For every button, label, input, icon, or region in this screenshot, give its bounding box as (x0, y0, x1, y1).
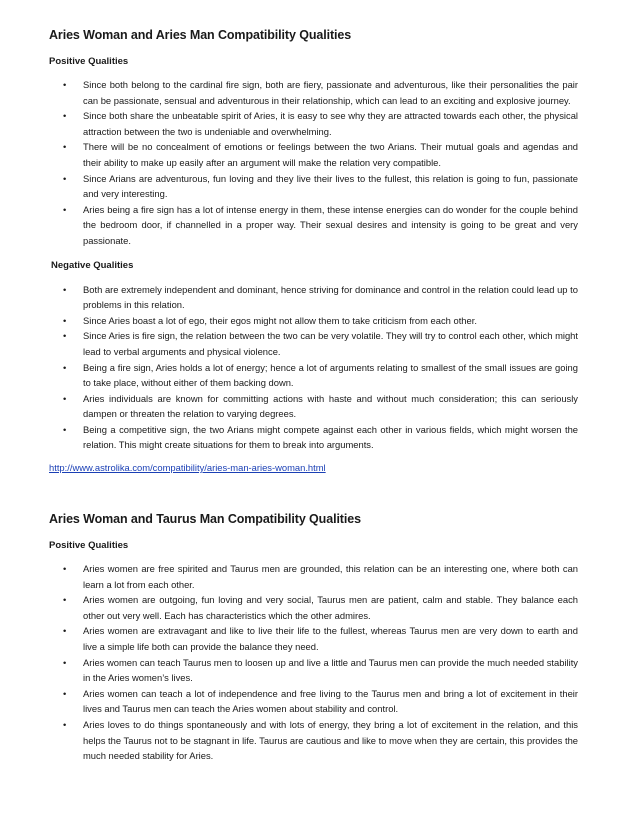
list-item (49, 360, 578, 391)
negative-qualities-list (49, 282, 578, 454)
list-item (49, 391, 578, 422)
list-item (49, 139, 578, 170)
list-item-text: Aries women can teach Taurus men to loosen up and live a little and Taurus men can provide the much needed stability in the Aries women’s lives. (83, 656, 578, 684)
section-title-aries-aries: Aries Woman and Aries Man Compatibility Qualities (49, 28, 352, 42)
list-item-text: Aries women are outgoing, fun loving and very social, Taurus men are patient, calm and stable. They balance each other out very well. Each has characteristics which the other admires. (83, 594, 578, 621)
list-item (49, 282, 578, 313)
bullet-icon: • (63, 656, 67, 668)
bullet-icon: • (63, 330, 67, 342)
positive-qualities-list (49, 561, 578, 764)
list-item-text: There will be no concealment of emotions or feelings between the two Arians. Their mutual goals and agendas and their ability to make up easily after an argument will make the relation very compatible. (83, 141, 578, 168)
list-item (49, 108, 578, 139)
bullet-icon: • (63, 594, 67, 606)
list-item (49, 328, 578, 359)
bullet-icon: • (63, 687, 67, 699)
list-item (49, 717, 578, 764)
list-item (49, 171, 578, 202)
negative-qualities-heading: Negative Qualities (51, 259, 134, 271)
section-title-aries-taurus: Aries Woman and Taurus Man Compatibility Qualities (49, 512, 361, 527)
bullet-icon: • (63, 79, 67, 90)
bullet-icon: • (63, 361, 67, 373)
bullet-icon: • (63, 423, 67, 435)
positive-qualities-heading: Positive Qualities (49, 56, 129, 67)
source-link[interactable]: http://www.astrolika.com/compatibility/aries-man-aries-woman.html (49, 462, 326, 474)
list-item (49, 77, 578, 108)
list-item-text: Since Arians are adventurous, fun loving and they live their lives to the fullest, this relation is going to fun, passionate and very interesting. (83, 172, 578, 200)
list-item-text: Aries individuals are known for committing actions with haste and without much consideration; this can seriously dampen or threaten the relation to varying degrees. (83, 392, 578, 420)
list-item (49, 202, 578, 249)
list-item-text: Since both belong to the cardinal fire sign, both are fiery, passionate and adventurous, like their personalities the pair can be passionate, sensual and adventurous in their relationship, which can lead to an exciting and explosive journey. (83, 79, 578, 106)
list-item (49, 561, 578, 592)
bullet-icon: • (63, 314, 67, 326)
positive-qualities-heading: Positive Qualities (49, 540, 129, 552)
bullet-icon: • (63, 625, 67, 637)
list-item-text: Being a competitive sign, the two Arians might compete against each other in various fields, which might worsen the relation. This might create situations for them to break into arguments. (83, 423, 578, 451)
list-item-text: Aries being a fire sign has a lot of intense energy in them, these intense energies can do wonder for the couple behind the bedroom door, if channelled in a proper way. Their sexual desires and intensity is going to be great and very passionate. (83, 203, 578, 246)
bullet-icon: • (63, 172, 67, 184)
list-item-text: Since Aries is fire sign, the relation between the two can be very volatile. They will try to control each other, which might lead to verbal arguments and physical violence. (83, 330, 578, 357)
list-item-text: Aries women can teach a lot of independence and free living to the Taurus men and bring a lot of excitement in their lives and Taurus men can teach the Aries women about stability and control. (83, 687, 578, 715)
bullet-icon: • (63, 719, 67, 730)
list-item (49, 422, 578, 453)
list-item-text: Aries women are extravagant and like to live their life to the fullest, whereas Taurus men are very down to earth and live a simple life both can provide the balance they need. (83, 625, 578, 653)
positive-qualities-list (49, 77, 578, 249)
list-item (49, 655, 578, 686)
list-item (49, 686, 578, 717)
list-item (49, 623, 578, 654)
list-item-text: Being a fire sign, Aries holds a lot of energy; hence a lot of arguments relating to smallest of the small issues are going to take place, without either of them backing down. (83, 361, 578, 389)
bullet-icon: • (63, 283, 67, 295)
list-item-text: Since both share the unbeatable spirit of Aries, it is easy to see why they are attracted towards each other, the physical attraction between the two is undeniable and overwhelming. (83, 110, 578, 137)
bullet-icon: • (63, 203, 67, 215)
bullet-icon: • (63, 563, 67, 575)
bullet-icon: • (63, 392, 67, 404)
list-item (49, 592, 578, 623)
bullet-icon: • (63, 141, 67, 153)
list-item (49, 313, 578, 329)
list-item-text: Both are extremely independent and dominant, hence striving for dominance and control in the relation could lead up to problems in this relation. (83, 283, 578, 311)
bullet-icon: • (63, 110, 67, 122)
list-item-text: Aries women are free spirited and Taurus men are grounded, this relation can be an interesting one, where both can learn a lot from each other. (83, 563, 578, 590)
list-item-text: Since Aries boast a lot of ego, their egos might not allow them to take criticism from each other. (83, 314, 477, 326)
list-item-text: Aries loves to do things spontaneously and with lots of energy, they bring a lot of excitement in the relation, and this helps the Taurus not to be stagnant in life. Taurus are cautious and like to move when they are certain, this provides the much needed stability for Aries. (83, 719, 578, 762)
